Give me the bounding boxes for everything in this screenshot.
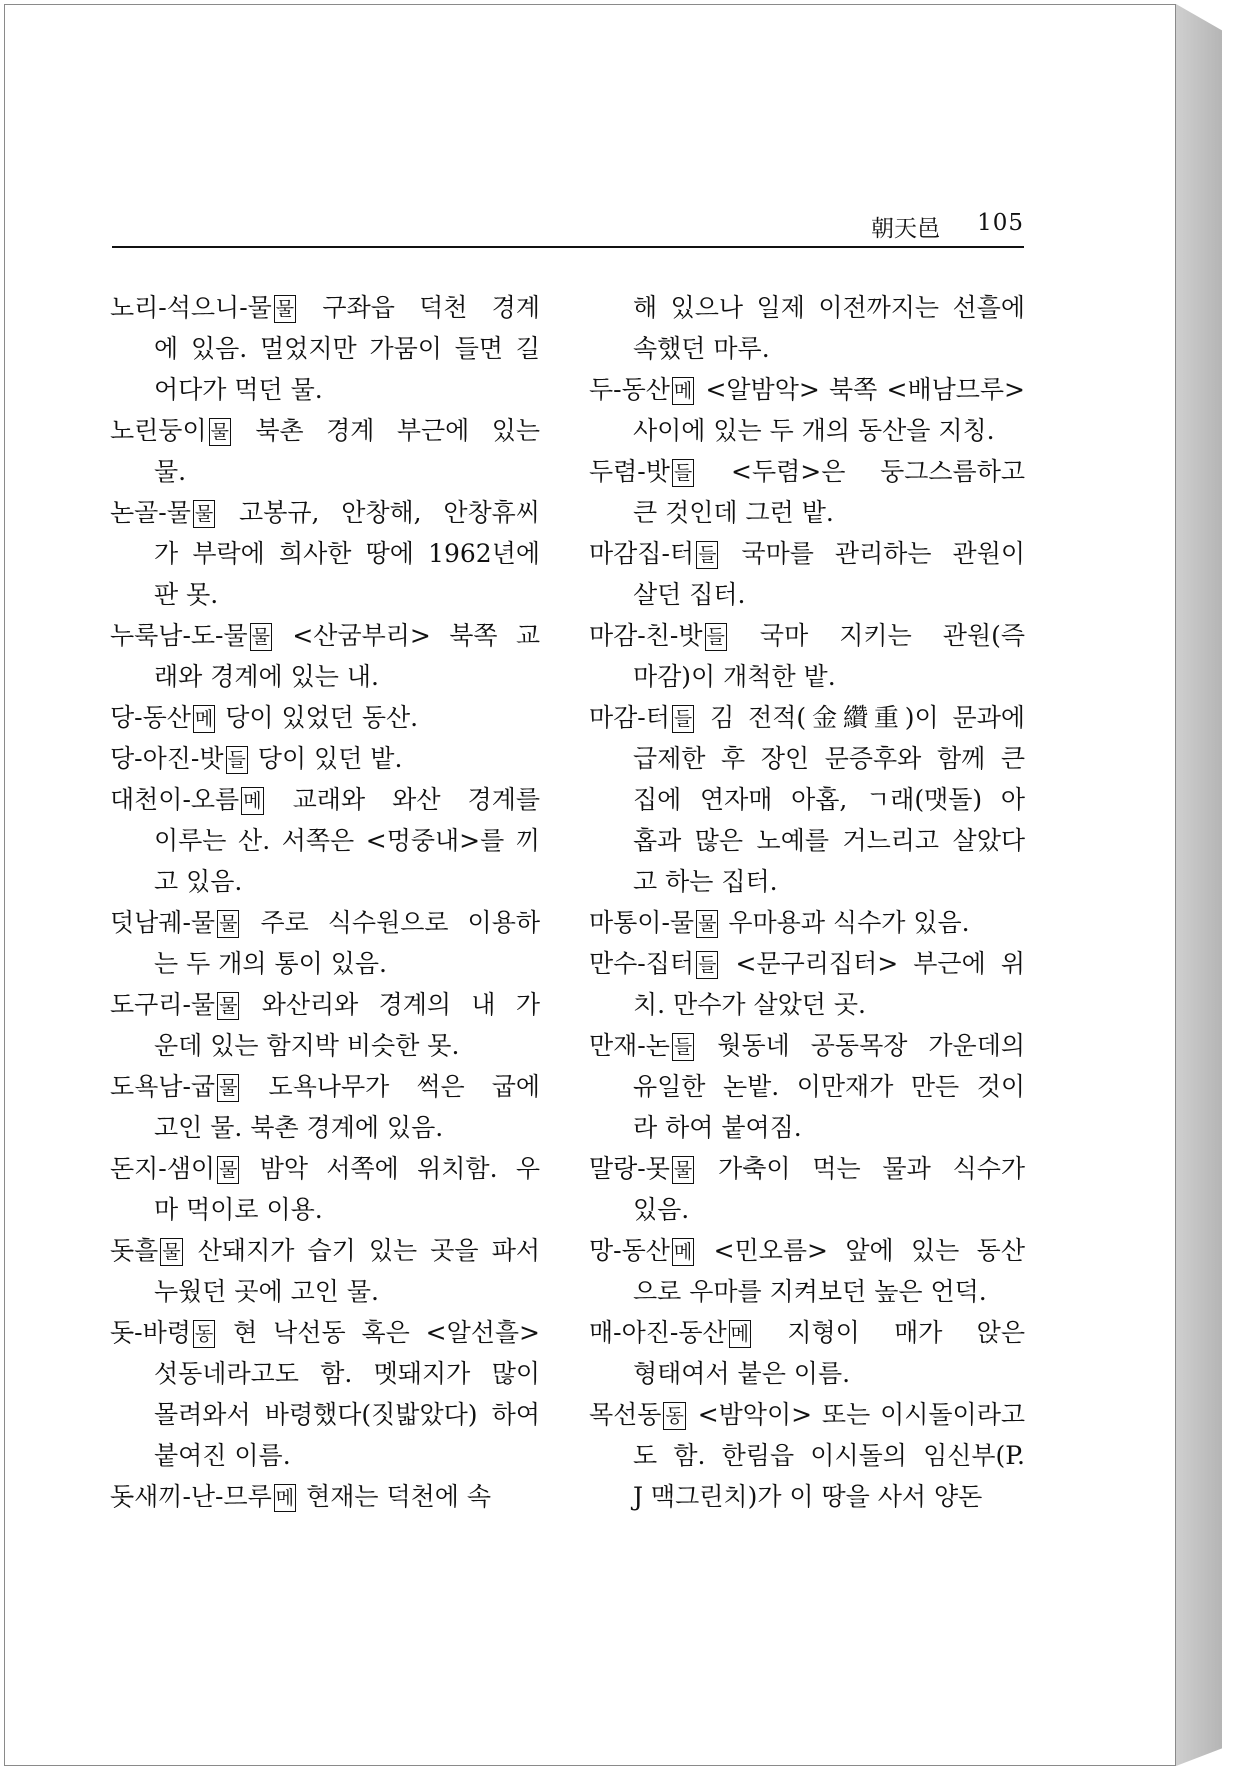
dictionary-entry bbox=[110, 1148, 540, 1230]
category-mark: 물 bbox=[217, 1156, 239, 1184]
entry-line: 마감-친-밧 들 국마 지키는 관원(즉 bbox=[589, 621, 1025, 650]
category-mark: 들 bbox=[672, 1033, 694, 1061]
category-mark: 메 bbox=[672, 1238, 694, 1266]
dictionary-entry bbox=[589, 697, 1025, 902]
entry-line: 고인 물. 북촌 경계에 있음. bbox=[154, 1113, 444, 1142]
entry-line: 유일한 논밭. 이만재가 만든 것이 bbox=[633, 1072, 1025, 1101]
entry-line: 에 있음. 멀었지만 가뭄이 들면 길 bbox=[154, 334, 540, 363]
category-mark: 물 bbox=[160, 1238, 182, 1266]
entry-line: 덧남궤-물 물 주로 식수원으로 이용하 bbox=[110, 908, 540, 937]
entry-line: 물. bbox=[154, 457, 187, 486]
entry-line: 대천이-오름 메 교래와 와산 경계를 bbox=[110, 785, 540, 814]
category-mark: 물 bbox=[217, 992, 239, 1020]
category-mark: 물 bbox=[274, 295, 296, 323]
entry-line: 는 두 개의 통이 있음. bbox=[154, 949, 387, 978]
entry-line: 고 하는 집터. bbox=[633, 867, 778, 896]
entry-line: 당-아진-밧 들 당이 있던 밭. bbox=[110, 744, 403, 773]
entry-line: 이루는 산. 서쪽은 <멍중내>를 끼 bbox=[154, 826, 540, 855]
entry-line: 몰려와서 바령했다(짓밟았다) 하여 bbox=[154, 1400, 540, 1429]
category-mark: 들 bbox=[226, 746, 248, 774]
entry-line: J 맥그린치)가 이 땅을 사서 양돈 bbox=[633, 1482, 983, 1511]
dictionary-entry bbox=[110, 902, 540, 984]
entry-line: 도 함. 한림읍 이시돌의 임신부(P. bbox=[633, 1441, 1025, 1470]
category-mark: 메 bbox=[241, 787, 263, 815]
dictionary-entry bbox=[110, 779, 540, 902]
entry-line: 큰 것인데 그런 밭. bbox=[633, 498, 834, 527]
entry-line: 도구리-물 물 와산리와 경계의 내 가 bbox=[110, 990, 540, 1019]
category-mark: 물 bbox=[250, 623, 272, 651]
entry-line: 노린둥이 물 북촌 경계 부근에 있는 bbox=[110, 416, 540, 445]
entry-line: 마 먹이로 이용. bbox=[154, 1195, 323, 1224]
category-mark: 들 bbox=[672, 705, 694, 733]
entry-line: 돈지-샘이 물 밤악 서쪽에 위치함. 우 bbox=[110, 1154, 540, 1183]
dictionary-entry bbox=[110, 1066, 540, 1148]
category-mark: 물 bbox=[696, 910, 718, 938]
right-column bbox=[589, 287, 1025, 1517]
entry-line: 집에 연자매 아홉, ㄱ래(맷돌) 아 bbox=[633, 785, 1025, 814]
category-mark: 동 bbox=[193, 1320, 215, 1348]
dictionary-entry bbox=[110, 738, 540, 779]
category-mark: 물 bbox=[217, 910, 239, 938]
dictionary-entry bbox=[589, 1230, 1025, 1312]
dictionary-entry bbox=[110, 410, 540, 492]
entry-line: 있음. bbox=[633, 1195, 690, 1224]
entry-line: 판 못. bbox=[154, 580, 219, 609]
dictionary-entry bbox=[110, 1476, 540, 1517]
entry-line: 당-동산 메 당이 있었던 동산. bbox=[110, 703, 419, 732]
entry-line: 두렴-밧 들 <두렴>은 둥그스름하고 bbox=[589, 457, 1025, 486]
category-mark: 들 bbox=[705, 623, 727, 651]
entry-line: 사이에 있는 두 개의 동산을 지칭. bbox=[633, 416, 995, 445]
entry-line: 말랑-못 물 가축이 먹는 물과 식수가 bbox=[589, 1154, 1025, 1183]
dictionary-entry bbox=[589, 943, 1025, 1025]
dictionary-entry bbox=[589, 1394, 1025, 1517]
category-mark: 물 bbox=[217, 1074, 239, 1102]
dictionary-entry bbox=[589, 451, 1025, 533]
page-stack-edge bbox=[1176, 4, 1222, 1766]
entry-line: 운데 있는 함지박 비슷한 못. bbox=[154, 1031, 460, 1060]
dictionary-entry bbox=[589, 615, 1025, 697]
running-header bbox=[112, 210, 1024, 248]
entry-line: 마통이-물 물 우마용과 식수가 있음. bbox=[589, 908, 970, 937]
category-mark: 메 bbox=[729, 1320, 751, 1348]
category-mark: 메 bbox=[672, 377, 694, 405]
entry-line: 급제한 후 장인 문증후와 함께 큰 bbox=[633, 744, 1025, 773]
entry-line: 으로 우마를 지켜보던 높은 언덕. bbox=[633, 1277, 987, 1306]
entry-line: 라 하여 붙여짐. bbox=[633, 1113, 802, 1142]
entry-line: 노리-석으니-물 물 구좌읍 덕천 경계 bbox=[110, 293, 540, 322]
category-mark: 메 bbox=[193, 705, 215, 733]
entry-line: 섯동네라고도 함. 멧돼지가 많이 bbox=[154, 1359, 540, 1388]
entry-line: 마감-터 들 김 전적(金纘重)이 문과에 bbox=[589, 703, 1025, 732]
category-mark: 물 bbox=[193, 500, 215, 528]
entry-line: 고 있음. bbox=[154, 867, 243, 896]
dictionary-entry bbox=[589, 1312, 1025, 1394]
entry-line: 매-아진-동산 메 지형이 매가 앉은 bbox=[589, 1318, 1025, 1347]
entry-line: 돗-바령 동 현 낙선동 혹은 <알선흘> bbox=[110, 1318, 540, 1347]
dictionary-entry bbox=[589, 1025, 1025, 1148]
entry-line: 누룩남-도-물 물 <산굼부리> 북쪽 교 bbox=[110, 621, 540, 650]
dictionary-entry bbox=[110, 697, 540, 738]
dictionary-entry bbox=[589, 287, 1025, 369]
entry-line: 만재-논 들 웟동네 공동목장 가운데의 bbox=[589, 1031, 1025, 1060]
category-mark: 들 bbox=[696, 951, 718, 979]
entry-line: 살던 집터. bbox=[633, 580, 746, 609]
entry-line: 가 부락에 희사한 땅에 1962년에 bbox=[154, 539, 540, 568]
entry-line: 돗흘 물 산돼지가 습기 있는 곳을 파서 bbox=[110, 1236, 540, 1265]
dictionary-entry bbox=[110, 1312, 540, 1476]
entry-line: 만수-집터 들 <문구리집터> 부근에 위 bbox=[589, 949, 1025, 978]
entry-line: 두-동산 메 <알밤악> 북쪽 <배남므루> bbox=[589, 375, 1025, 404]
category-mark: 물 bbox=[209, 418, 231, 446]
entry-line: 마감집-터 들 국마를 관리하는 관원이 bbox=[589, 539, 1025, 568]
entry-line: 홉과 많은 노예를 거느리고 살았다 bbox=[633, 826, 1025, 855]
entry-line: 어다가 먹던 물. bbox=[154, 375, 323, 404]
entry-line: 돗새끼-난-므루 메 현재는 덕천에 속 bbox=[110, 1482, 492, 1511]
entry-line: 붙여진 이름. bbox=[154, 1441, 291, 1470]
dictionary-entry bbox=[589, 1148, 1025, 1230]
entry-line: 마감)이 개척한 밭. bbox=[633, 662, 836, 691]
category-mark: 물 bbox=[672, 1156, 694, 1184]
header-title: 朝天邑 bbox=[871, 216, 940, 242]
entry-line: 누웠던 곳에 고인 물. bbox=[154, 1277, 379, 1306]
entry-line: 속했던 마루. bbox=[633, 334, 770, 363]
entry-line: 망-동산 메 <민오름> 앞에 있는 동산 bbox=[589, 1236, 1025, 1265]
category-mark: 동 bbox=[663, 1402, 685, 1430]
dictionary-entry bbox=[589, 533, 1025, 615]
entry-line: 논골-물 물 고봉규, 안창해, 안창휴씨 bbox=[110, 498, 540, 527]
category-mark: 들 bbox=[672, 459, 694, 487]
dictionary-entry bbox=[589, 902, 1025, 943]
entry-line: 목선동 동 <밤악이> 또는 이시돌이라고 bbox=[589, 1400, 1025, 1429]
left-column bbox=[110, 287, 540, 1517]
dictionary-entry bbox=[110, 492, 540, 615]
entry-line: 래와 경계에 있는 내. bbox=[154, 662, 379, 691]
dictionary-entry bbox=[110, 984, 540, 1066]
dictionary-entry bbox=[110, 1230, 540, 1312]
dictionary-entry bbox=[110, 615, 540, 697]
entry-line: 해 있으나 일제 이전까지는 선흘에 bbox=[633, 293, 1025, 322]
category-mark: 들 bbox=[696, 541, 718, 569]
entry-line: 치. 만수가 살았던 곳. bbox=[633, 990, 866, 1019]
dictionary-entry bbox=[589, 369, 1025, 451]
page-number: 105 bbox=[977, 210, 1024, 236]
entry-line: 형태여서 붙은 이름. bbox=[633, 1359, 851, 1388]
category-mark: 메 bbox=[274, 1484, 296, 1512]
entry-line: 도욕남-굽 물 도욕나무가 썩은 굽에 bbox=[110, 1072, 540, 1101]
dictionary-entry bbox=[110, 287, 540, 410]
